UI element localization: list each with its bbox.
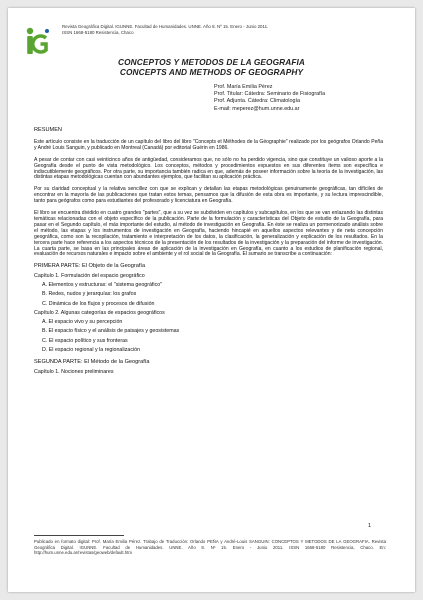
header-line-2: ISSN 1668-5180 Resistencia, Chaco — [62, 30, 134, 35]
header-line-1: Revista Geográfica Digital. IGUNNE. Facultad de Humanidades. UNNE. Año 8. Nº 15. Enero - Junio 2011. — [62, 24, 269, 29]
igunne-logo-icon — [24, 26, 50, 58]
outline-item: C. El espacio político y sus fronteras — [42, 337, 128, 344]
title-spanish: CONCEPTOS Y METODOS DE LA GEOGRAFIA — [118, 57, 305, 67]
paragraph-1: Este artículo consiste en la traducción de un capítulo del libro del libro "Concepts et Méthodes de la Géographie" realizado por los geógrafos Orlando Peña y André Louis Sanguin, y publicado en Montreal (Canadá) por editorial Guérin en 1986. — [34, 138, 383, 151]
resumen-heading: RESUMEN — [34, 127, 62, 133]
outline-item: B. Redes, nudos y jerarquías: los grafos — [42, 291, 137, 298]
publication-footer: Publicado en formato digital: Prof. María Emilia Pérez. Trabajo de Traducción: Orlando PEÑA y André-Louis SANGUIN: CONCEPTOS Y METODOS DE LA GEOGRAFIA. Revista Geográfica Digital. IGUNNE. Facultad de Humanidades. UNNE. Año 8. Nº 15. Enero - Junio 2011. ISSN 1668-5180 Resistencia, Chaco. En: http://hum.unne.edu.ar/revistas/geoweb/default.htm — [34, 539, 386, 556]
outline-item: D. El espacio regional y la regionalización — [42, 346, 141, 353]
outline-chapter-2: Capítulo 2. Algunas categorías de espacios geográficos — [34, 310, 165, 317]
author-name: Prof. María Emilia Pérez — [214, 84, 273, 90]
author-position-2: Prof. Adjunta. Cátedra: Climatología — [214, 98, 300, 105]
outline-item: A. El espacio vivo y su percepción — [42, 318, 123, 325]
article-title-block — [8, 58, 415, 77]
author-position-1: Prof. Titular: Cátedra: Seminario de Fisiografía — [214, 91, 326, 98]
outline-part-1: PRIMERA PARTE: El Objeto de la Geografía — [34, 263, 146, 270]
article-body — [34, 128, 383, 379]
outline-chapter-1: Capítulo 1. Formulación del espacio geográfico — [34, 273, 145, 280]
outline-part-2-chapter-1: Capítulo 1. Nociones preliminares — [34, 368, 114, 375]
outline-item: B. El espacio físico y el análisis de paisajes y geosistemas — [42, 328, 180, 335]
footnote-divider — [34, 535, 124, 536]
paragraph-3: Por su claridad conceptual y la relativa sencillez con que se explican y detallan las etapas metodológicas genuinamente geográficas, tan difíciles de encontrar en la mayoría de las publicaciones que tratan estos temas, pensamos que la difusión de esta obra es importante, y su lectura imprescindible, tanto para geógrafos como para estudiantes del profesorado y licenciatura en Geografía. — [34, 186, 383, 205]
outline-part-2: SEGUNDA PARTE: El Método de la Geografía — [34, 358, 150, 365]
author-block — [214, 84, 325, 113]
title-english: CONCEPTS AND METHODS OF GEOGRAPHY — [119, 66, 304, 77]
paragraph-4: El libro se encuentra dividido en cuatro grandes "partes", que a su vez se subdividen en capítulos y subcapítulos, en los que se van enlazando las distintas temáticas relacionadas con el objeto específico de la publicación. Parte de la formulación y características del Objeto de estudio de la Geografía, para pasar en el Segundo capítulo, el más importante del estudio, al método de investigación en Geografía. En éste se realiza un pormenorizado análisis sobre el método, las etapas y los instrumentos de investigación en Geografía, haciendo hincapié en aquellos aspectos relevantes y de neta concepción geográfica, como son la recopilación, tratamiento e interpretación de los datos, la clasificación, la generalización y explicación de los resultados. En la tercera parte hace referencia a los aspectos técnicos de la presentación de los resultados de la investigación y la preparación del informe de investigación. La cuarta parte, se basa en las principales áreas de aplicación de la investigación en Geografía, en cuanto a los estudios de planificación regional, evaluación de recursos naturales e impacto sobre el ambiente y el rol social de la Geografía. El sumario se transcribe a continuación: — [34, 210, 383, 258]
document-page — [8, 8, 415, 592]
author-email[interactable]: E-mail: meperez@hum.unne.edu.ar — [214, 105, 300, 112]
outline-item: A. Elementos y estructuras: el "sistema geográfico" — [42, 282, 163, 289]
paragraph-2: A pesar de contar con casi veinticinco años de antigüedad, consideramos que, no sólo no ha perdido vigencia, sino que constituye un valioso aporte a la Geografía desde el punto de vista metodológico. Los conceptos, métodos y procedimientos expuestos en sus diferentes ítems son específica e indiscutiblemente geográficos. Por otra parte, su importancia también radica en que, además de poseer información sobre la teoría de la investigación, las distintas etapas metodológicas cuentan con abundantes ejemplos, que facilitan su aplicación práctica. — [34, 156, 383, 181]
page-number: 1 — [368, 523, 372, 529]
outline-item: C. Dinámica de los flujos y procesos de difusión — [42, 300, 155, 307]
